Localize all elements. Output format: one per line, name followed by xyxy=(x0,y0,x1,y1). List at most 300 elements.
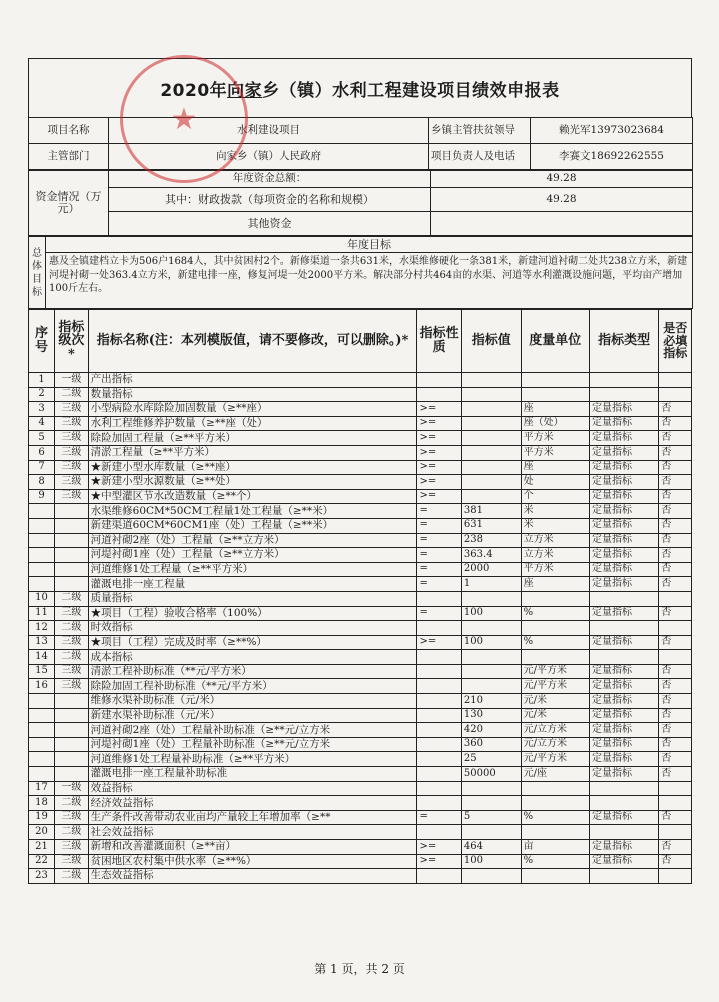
cell-req: 否 xyxy=(659,548,692,563)
cell-value: 100 xyxy=(461,854,521,869)
cell-value: 130 xyxy=(461,708,521,723)
cell-seq xyxy=(29,752,55,767)
indicator-table xyxy=(28,309,692,884)
cell-value: 360 xyxy=(461,737,521,752)
cell-req: 否 xyxy=(659,723,692,738)
cell-nature xyxy=(417,708,461,723)
cell-value: 363.4 xyxy=(461,548,521,563)
cell-level: 三级 xyxy=(55,460,89,475)
cell-type: 定量指标 xyxy=(589,752,658,767)
cell-nature xyxy=(417,737,461,752)
cell-name: 清淤工程量（≥**平方米） xyxy=(88,445,417,460)
cell-unit xyxy=(521,621,589,636)
cell-value xyxy=(461,416,521,431)
cell-seq: 22 xyxy=(29,854,55,869)
cell-nature xyxy=(417,825,461,840)
table-row xyxy=(29,810,692,825)
cell-req: 否 xyxy=(659,402,692,417)
cell-seq: 17 xyxy=(29,781,55,796)
cell-nature xyxy=(417,796,461,811)
cell-level xyxy=(55,694,89,709)
cell-unit xyxy=(521,869,589,884)
cell-unit: 座 xyxy=(521,577,589,592)
col-type: 指标类型 xyxy=(589,310,658,373)
cell-seq: 3 xyxy=(29,402,55,417)
cell-type xyxy=(589,825,658,840)
cell-seq: 19 xyxy=(29,810,55,825)
cell-value xyxy=(461,489,521,504)
table-row xyxy=(29,708,692,723)
cell-level: 三级 xyxy=(55,606,89,621)
cell-unit: 元/米 xyxy=(521,694,589,709)
cell-nature: = xyxy=(417,548,461,563)
cell-type: 定量指标 xyxy=(589,489,658,504)
cell-req: 否 xyxy=(659,767,692,782)
cell-unit: 元/座 xyxy=(521,767,589,782)
cell-unit xyxy=(521,387,589,402)
cell-unit: 座 xyxy=(521,402,589,417)
cell-name: 生态效益指标 xyxy=(88,869,417,884)
report-title xyxy=(28,58,692,117)
table-row xyxy=(29,679,692,694)
annual-label: 年度资金总额： xyxy=(109,171,431,188)
cell-name: ★新建小型水源数量（≥**处） xyxy=(88,475,417,490)
cell-name: 水利工程维修养护数量（≥**座（处） xyxy=(88,416,417,431)
cell-type: 定量指标 xyxy=(589,577,658,592)
goal-heading: 年度目标 xyxy=(46,237,693,253)
cell-nature: >= xyxy=(417,402,461,417)
table-row xyxy=(29,504,692,519)
manager-label: 项目负责人及电话 xyxy=(429,144,531,170)
cell-level: 三级 xyxy=(55,475,89,490)
cell-value xyxy=(461,621,521,636)
table-row xyxy=(29,796,692,811)
cell-nature xyxy=(417,752,461,767)
cell-unit: 亩 xyxy=(521,840,589,855)
cell-value: 238 xyxy=(461,533,521,548)
cell-seq xyxy=(29,767,55,782)
cell-req xyxy=(659,869,692,884)
table-row xyxy=(29,694,692,709)
cell-name: 经济效益指标 xyxy=(88,796,417,811)
cell-nature: >= xyxy=(417,460,461,475)
cell-req: 否 xyxy=(659,577,692,592)
info-table xyxy=(28,117,693,170)
cell-nature: = xyxy=(417,577,461,592)
cell-name: 灌溉电排一座工程量补助标准 xyxy=(88,767,417,782)
cell-seq: 1 xyxy=(29,373,55,388)
cell-nature: = xyxy=(417,533,461,548)
cell-level xyxy=(55,562,89,577)
cell-type: 定量指标 xyxy=(589,664,658,679)
cell-req: 否 xyxy=(659,737,692,752)
table-row xyxy=(29,533,692,548)
cell-value xyxy=(461,781,521,796)
cell-req xyxy=(659,796,692,811)
cell-unit: % xyxy=(521,854,589,869)
cell-req: 否 xyxy=(659,854,692,869)
cell-name: 除险加固工程补助标准（**元/平方米） xyxy=(88,679,417,694)
cell-level: 三级 xyxy=(55,679,89,694)
col-unit: 度量单位 xyxy=(521,310,589,373)
cell-req: 否 xyxy=(659,635,692,650)
cell-nature xyxy=(417,767,461,782)
cell-req xyxy=(659,650,692,665)
cell-unit xyxy=(521,825,589,840)
cell-req: 否 xyxy=(659,606,692,621)
cell-nature xyxy=(417,650,461,665)
cell-value: 631 xyxy=(461,518,521,533)
cell-type: 定量指标 xyxy=(589,431,658,446)
cell-level: 二级 xyxy=(55,869,89,884)
cell-value xyxy=(461,460,521,475)
cell-name: 水渠维修60CM*50CM工程量1处工程量（≥**米） xyxy=(88,504,417,519)
cell-type: 定量指标 xyxy=(589,402,658,417)
cell-name: 河道衬砌2座（处）工程量补助标准（≥**元/立方米 xyxy=(88,723,417,738)
cell-value: 381 xyxy=(461,504,521,519)
col-seq: 序号 xyxy=(29,310,55,373)
cell-name: 河堤衬砌1座（处）工程量（≥**立方米） xyxy=(88,548,417,563)
cell-unit: 米 xyxy=(521,518,589,533)
cell-req xyxy=(659,387,692,402)
cell-seq: 15 xyxy=(29,664,55,679)
cell-seq: 6 xyxy=(29,445,55,460)
cell-unit: % xyxy=(521,606,589,621)
cell-type xyxy=(589,373,658,388)
fund-table xyxy=(28,170,693,236)
cell-value xyxy=(461,445,521,460)
cell-unit: 平方米 xyxy=(521,431,589,446)
cell-level: 三级 xyxy=(55,445,89,460)
cell-seq: 14 xyxy=(29,650,55,665)
cell-name: 贫困地区农村集中供水率（≥**%） xyxy=(88,854,417,869)
table-row xyxy=(29,606,692,621)
table-row xyxy=(29,562,692,577)
cell-seq: 10 xyxy=(29,591,55,606)
cell-value xyxy=(461,679,521,694)
cell-level: 一级 xyxy=(55,781,89,796)
cell-type: 定量指标 xyxy=(589,737,658,752)
cell-value xyxy=(461,591,521,606)
cell-req: 否 xyxy=(659,752,692,767)
cell-name: 效益指标 xyxy=(88,781,417,796)
cell-type: 定量指标 xyxy=(589,723,658,738)
cell-level: 二级 xyxy=(55,621,89,636)
cell-req: 否 xyxy=(659,475,692,490)
cell-value: 25 xyxy=(461,752,521,767)
cell-seq: 20 xyxy=(29,825,55,840)
cell-req xyxy=(659,373,692,388)
cell-level xyxy=(55,533,89,548)
table-row xyxy=(29,489,692,504)
cell-type xyxy=(589,650,658,665)
cell-nature: >= xyxy=(417,416,461,431)
cell-level: 二级 xyxy=(55,387,89,402)
other-value xyxy=(431,212,693,236)
cell-value: 100 xyxy=(461,635,521,650)
cell-unit: 立方米 xyxy=(521,548,589,563)
cell-level xyxy=(55,723,89,738)
cell-nature: >= xyxy=(417,840,461,855)
cell-level: 三级 xyxy=(55,431,89,446)
cell-seq: 7 xyxy=(29,460,55,475)
cell-name: 新增和改善灌溉面积（≥**亩） xyxy=(88,840,417,855)
cell-nature xyxy=(417,723,461,738)
cell-name: 河道维修1处工程量补助标准（≥**平方米） xyxy=(88,752,417,767)
cell-level: 二级 xyxy=(55,825,89,840)
cell-seq xyxy=(29,504,55,519)
cell-level xyxy=(55,518,89,533)
cell-nature xyxy=(417,373,461,388)
cell-seq: 23 xyxy=(29,869,55,884)
cell-value: 50000 xyxy=(461,767,521,782)
cell-nature: = xyxy=(417,606,461,621)
cell-req: 否 xyxy=(659,694,692,709)
cell-type xyxy=(589,781,658,796)
table-row xyxy=(29,854,692,869)
cell-name: ★项目（工程）完成及时率（≥**%） xyxy=(88,635,417,650)
cell-seq: 9 xyxy=(29,489,55,504)
table-row xyxy=(29,650,692,665)
cell-level: 三级 xyxy=(55,854,89,869)
cell-type: 定量指标 xyxy=(589,445,658,460)
cell-unit: 个 xyxy=(521,489,589,504)
cell-level xyxy=(55,752,89,767)
col-nature: 指标性质 xyxy=(417,310,461,373)
table-row xyxy=(29,591,692,606)
cell-unit: 元/立方米 xyxy=(521,723,589,738)
table-row xyxy=(29,825,692,840)
cell-level: 三级 xyxy=(55,840,89,855)
cell-value xyxy=(461,869,521,884)
goal-text: 惠及全镇建档立卡为506户1684人，其中贫困村2个。新修渠道一条共631米，水渠维修硬化一条381米，新建河道衬砌二处共238立方米，新建河堤衬砌一处363.4立方米，新建电排一座，修复河堤一处2000平方米。解决部分村共464亩的水渠、河道等水利灌溉设施问题，平均亩产增加100斤左右。 xyxy=(46,253,693,309)
cell-name: 产出指标 xyxy=(88,373,417,388)
cell-name: 灌溉电排一座工程量 xyxy=(88,577,417,592)
cell-seq xyxy=(29,577,55,592)
cell-nature: = xyxy=(417,504,461,519)
cell-value: 420 xyxy=(461,723,521,738)
cell-req xyxy=(659,591,692,606)
cell-unit: 座（处） xyxy=(521,416,589,431)
cell-type: 定量指标 xyxy=(589,694,658,709)
cell-type: 定量指标 xyxy=(589,533,658,548)
cell-value xyxy=(461,664,521,679)
cell-level xyxy=(55,548,89,563)
cell-value: 5 xyxy=(461,810,521,825)
fiscal-value: 49.28 xyxy=(431,188,693,212)
cell-req: 否 xyxy=(659,708,692,723)
cell-seq: 13 xyxy=(29,635,55,650)
cell-seq: 12 xyxy=(29,621,55,636)
cell-type xyxy=(589,621,658,636)
cell-req: 否 xyxy=(659,460,692,475)
cell-unit: 元/平方米 xyxy=(521,679,589,694)
cell-nature xyxy=(417,664,461,679)
cell-type: 定量指标 xyxy=(589,562,658,577)
cell-unit: 元/平方米 xyxy=(521,752,589,767)
cell-nature: >= xyxy=(417,635,461,650)
cell-req xyxy=(659,825,692,840)
cell-unit: 元/立方米 xyxy=(521,737,589,752)
cell-nature xyxy=(417,679,461,694)
cell-nature: >= xyxy=(417,445,461,460)
cell-seq xyxy=(29,533,55,548)
cell-unit: 立方米 xyxy=(521,533,589,548)
cell-value: 464 xyxy=(461,840,521,855)
cell-unit xyxy=(521,650,589,665)
cell-name: 数量指标 xyxy=(88,387,417,402)
col-required: 是否必填指标 xyxy=(659,310,692,373)
cell-unit: 元/平方米 xyxy=(521,664,589,679)
cell-name: 时效指标 xyxy=(88,621,417,636)
col-level: 指标级次* xyxy=(55,310,89,373)
cell-req: 否 xyxy=(659,416,692,431)
cell-value xyxy=(461,796,521,811)
project-name-label: 项目名称 xyxy=(29,118,109,144)
dept: 向家乡（镇）人民政府 xyxy=(109,144,429,170)
cell-type: 定量指标 xyxy=(589,548,658,563)
cell-unit xyxy=(521,781,589,796)
cell-type: 定量指标 xyxy=(589,606,658,621)
cell-value xyxy=(461,650,521,665)
table-row xyxy=(29,840,692,855)
cell-req: 否 xyxy=(659,431,692,446)
cell-seq: 18 xyxy=(29,796,55,811)
cell-nature xyxy=(417,869,461,884)
cell-unit: 米 xyxy=(521,504,589,519)
cell-unit: 平方米 xyxy=(521,562,589,577)
cell-type: 定量指标 xyxy=(589,840,658,855)
cell-nature: >= xyxy=(417,431,461,446)
cell-seq xyxy=(29,518,55,533)
table-row xyxy=(29,869,692,884)
cell-seq: 8 xyxy=(29,475,55,490)
cell-unit xyxy=(521,796,589,811)
cell-type xyxy=(589,387,658,402)
title-place: 向家 xyxy=(227,80,263,101)
cell-req: 否 xyxy=(659,840,692,855)
cell-req: 否 xyxy=(659,533,692,548)
cell-unit: 处 xyxy=(521,475,589,490)
cell-type: 定量指标 xyxy=(589,504,658,519)
cell-level: 三级 xyxy=(55,635,89,650)
page-footer: 第 1 页，共 2 页 xyxy=(314,962,405,976)
cell-value: 2000 xyxy=(461,562,521,577)
cell-nature: >= xyxy=(417,489,461,504)
cell-req: 否 xyxy=(659,810,692,825)
cell-name: ★中型灌区节水改造数量（≥**个） xyxy=(88,489,417,504)
table-row xyxy=(29,373,692,388)
table-row xyxy=(29,635,692,650)
table-row xyxy=(29,723,692,738)
cell-name: 维修水渠补助标准（元/米） xyxy=(88,694,417,709)
cell-req xyxy=(659,781,692,796)
cell-level xyxy=(55,577,89,592)
cell-seq: 11 xyxy=(29,606,55,621)
cell-req: 否 xyxy=(659,445,692,460)
cell-type: 定量指标 xyxy=(589,810,658,825)
cell-type: 定量指标 xyxy=(589,767,658,782)
col-name: 指标名称(注：本列模版值，请不要修改，可以删除。)* xyxy=(88,310,417,373)
cell-seq: 5 xyxy=(29,431,55,446)
cell-name: 社会效益指标 xyxy=(88,825,417,840)
table-row xyxy=(29,445,692,460)
table-row xyxy=(29,664,692,679)
cell-name: 除险加固工程量（≥**平方米） xyxy=(88,431,417,446)
cell-level: 一级 xyxy=(55,373,89,388)
cell-name: 清淤工程补助标准（**元/平方米） xyxy=(88,664,417,679)
cell-value: 100 xyxy=(461,606,521,621)
cell-value xyxy=(461,402,521,417)
cell-nature: = xyxy=(417,562,461,577)
table-row xyxy=(29,518,692,533)
table-row xyxy=(29,548,692,563)
table-row xyxy=(29,781,692,796)
cell-type: 定量指标 xyxy=(589,679,658,694)
cell-nature xyxy=(417,621,461,636)
cell-unit: 座 xyxy=(521,460,589,475)
cell-req: 否 xyxy=(659,679,692,694)
annual-value: 49.28 xyxy=(431,171,693,188)
cell-level xyxy=(55,737,89,752)
table-row xyxy=(29,621,692,636)
cell-type: 定量指标 xyxy=(589,518,658,533)
cell-name: 小型病险水库除险加固数量（≥**座） xyxy=(88,402,417,417)
cell-type xyxy=(589,869,658,884)
cell-seq xyxy=(29,562,55,577)
cell-unit: % xyxy=(521,810,589,825)
fiscal-label: 其中：财政拨款（每项资金的名称和规模） xyxy=(109,188,431,212)
cell-req: 否 xyxy=(659,489,692,504)
table-row xyxy=(29,460,692,475)
table-row xyxy=(29,767,692,782)
cell-seq: 4 xyxy=(29,416,55,431)
town-leader-label: 乡镇主管扶贫领导 xyxy=(429,118,531,144)
cell-seq xyxy=(29,737,55,752)
cell-level: 二级 xyxy=(55,591,89,606)
cell-type xyxy=(589,591,658,606)
cell-level: 三级 xyxy=(55,664,89,679)
cell-level: 三级 xyxy=(55,402,89,417)
seal-star-icon: ★ xyxy=(170,101,198,137)
cell-name: 质量指标 xyxy=(88,591,417,606)
title-year: 2020年 xyxy=(160,80,228,101)
town-leader: 赖光军13973023684 xyxy=(531,118,693,144)
cell-name: ★项目（工程）验收合格率（100%） xyxy=(88,606,417,621)
dept-label: 主管部门 xyxy=(29,144,109,170)
cell-level: 三级 xyxy=(55,810,89,825)
table-row xyxy=(29,402,692,417)
cell-level: 二级 xyxy=(55,650,89,665)
cell-nature: = xyxy=(417,518,461,533)
table-row xyxy=(29,737,692,752)
cell-name: 新建水渠补助标准（元/米） xyxy=(88,708,417,723)
fund-label: 资金情况（万元） xyxy=(29,171,109,236)
project-name: 水利建设项目 xyxy=(109,118,429,144)
cell-name: 河道维修1处工程量（≥**平方米） xyxy=(88,562,417,577)
cell-type: 定量指标 xyxy=(589,854,658,869)
report-sheet xyxy=(28,58,692,884)
cell-nature: >= xyxy=(417,475,461,490)
other-label: 其他资金 xyxy=(109,212,431,236)
cell-nature xyxy=(417,387,461,402)
goal-table xyxy=(28,236,693,309)
table-row xyxy=(29,752,692,767)
cell-value xyxy=(461,387,521,402)
cell-req: 否 xyxy=(659,664,692,679)
table-row xyxy=(29,416,692,431)
cell-name: 河堤衬砌1座（处）工程量补助标准（≥**元/立方米 xyxy=(88,737,417,752)
